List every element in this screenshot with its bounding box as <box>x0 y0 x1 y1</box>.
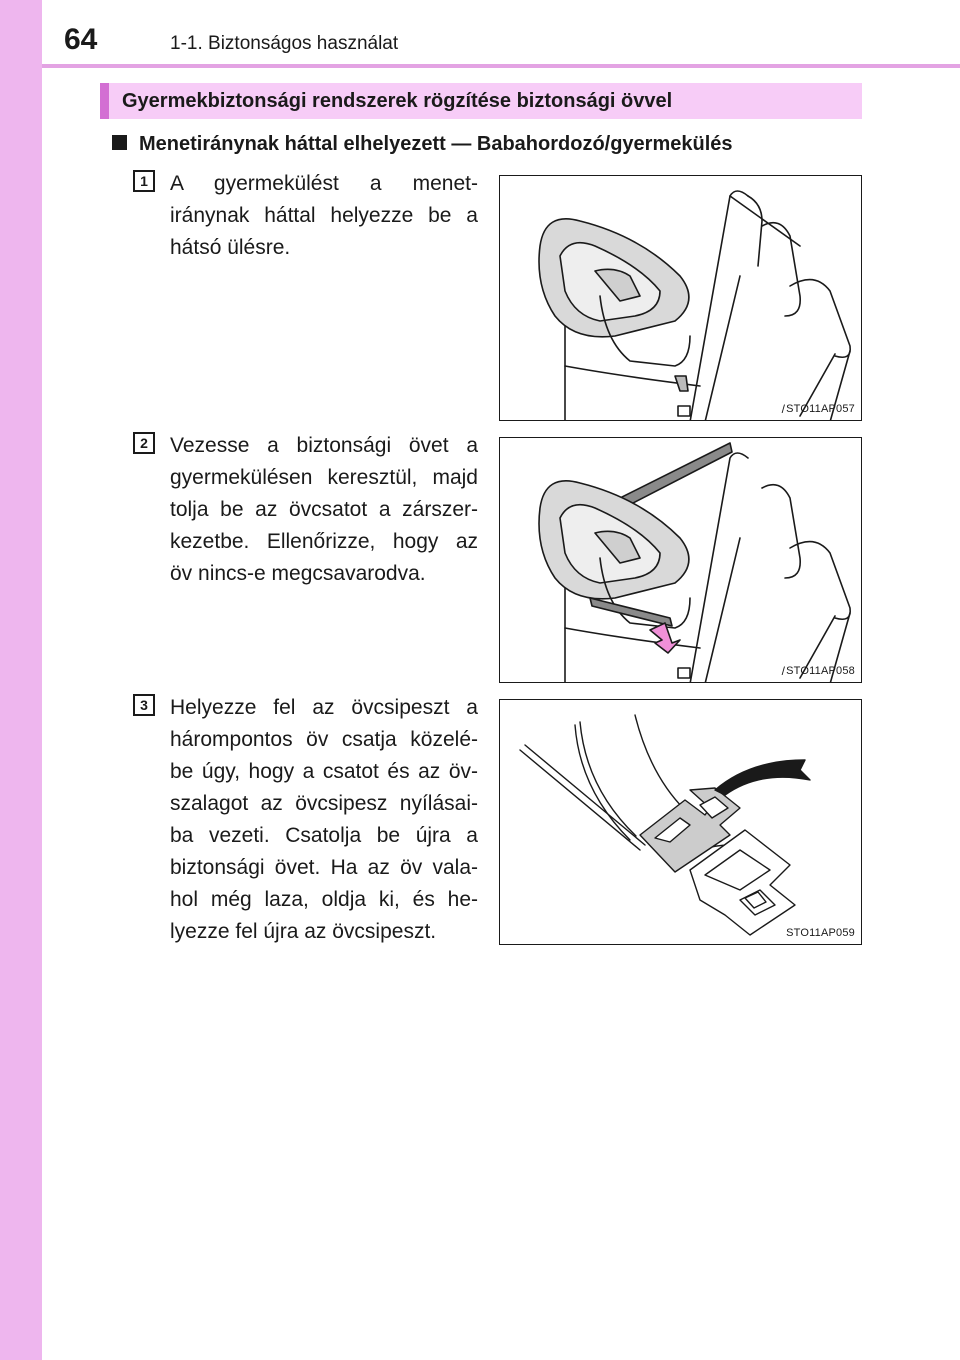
step-badge-1: 1 <box>133 170 155 192</box>
header-rule <box>42 64 960 68</box>
step-line: szalagot az övcsipesz nyílásai- <box>170 792 478 815</box>
step-line: iránynak háttal helyezze be a <box>170 204 478 227</box>
step-text-3 <box>170 692 478 948</box>
figure-slash: / <box>781 664 785 678</box>
section-title: Gyermekbiztonsági rendszerek rögzítése biztonsági övvel <box>122 90 673 112</box>
step-line: gyermekülésen keresztül, majd <box>170 466 478 489</box>
chapter-sidebar <box>0 0 42 1360</box>
figure-2 <box>499 437 862 683</box>
step-badge-3: 3 <box>133 694 155 716</box>
step-text-2 <box>170 430 478 590</box>
figure-1 <box>499 175 862 421</box>
step-line: hátsó ülésre. <box>170 236 291 259</box>
step-line: lyezze fel újra az övcsipeszt. <box>170 920 437 943</box>
subheading-text: Menetiránynak háttal elhelyezett — Babahordozó/gyermekülés <box>139 133 733 155</box>
subheading <box>112 130 733 158</box>
step-badge-2: 2 <box>133 432 155 454</box>
step-line: Helyezze fel az övcsipeszt a <box>170 696 478 719</box>
step-line: hárompontos öv csatja közelé- <box>170 728 478 751</box>
step-line: öv nincs-e megcsavarodva. <box>170 562 426 585</box>
figure-slash: / <box>781 402 785 416</box>
section-band <box>100 83 862 119</box>
running-head: 1-1. Biztonságos használat <box>170 33 399 54</box>
step-line: be úgy, hogy a csatot és az öv- <box>170 760 478 783</box>
square-bullet-icon <box>112 135 127 150</box>
figure-code: STO11AP057 <box>786 403 855 415</box>
seat-belt-through-child-seat-icon <box>500 438 862 683</box>
locking-clip-on-buckle-icon <box>500 700 862 945</box>
step-line: A gyermekülést a menet- <box>170 172 478 195</box>
step-text-1 <box>170 168 478 264</box>
step-line: ba vezeti. Csatolja be újra a <box>170 824 478 847</box>
page-number: 64 <box>64 23 98 56</box>
figure-code: STO11AP059 <box>786 927 855 939</box>
figure-3 <box>499 699 862 945</box>
rear-facing-child-seat-on-rear-seat-icon <box>500 176 862 421</box>
step-line: Vezesse a biztonsági övet a <box>170 434 478 457</box>
step-line: biztonsági övet. Ha az öv vala- <box>170 856 478 879</box>
step-line: kezetbe. Ellenőrizze, hogy az <box>170 530 478 553</box>
step-line: hol még laza, oldja ki, és he- <box>170 888 478 911</box>
figure-code: STO11AP058 <box>786 665 855 677</box>
step-line: tolja be az övcsatot a zárszer- <box>170 498 478 521</box>
